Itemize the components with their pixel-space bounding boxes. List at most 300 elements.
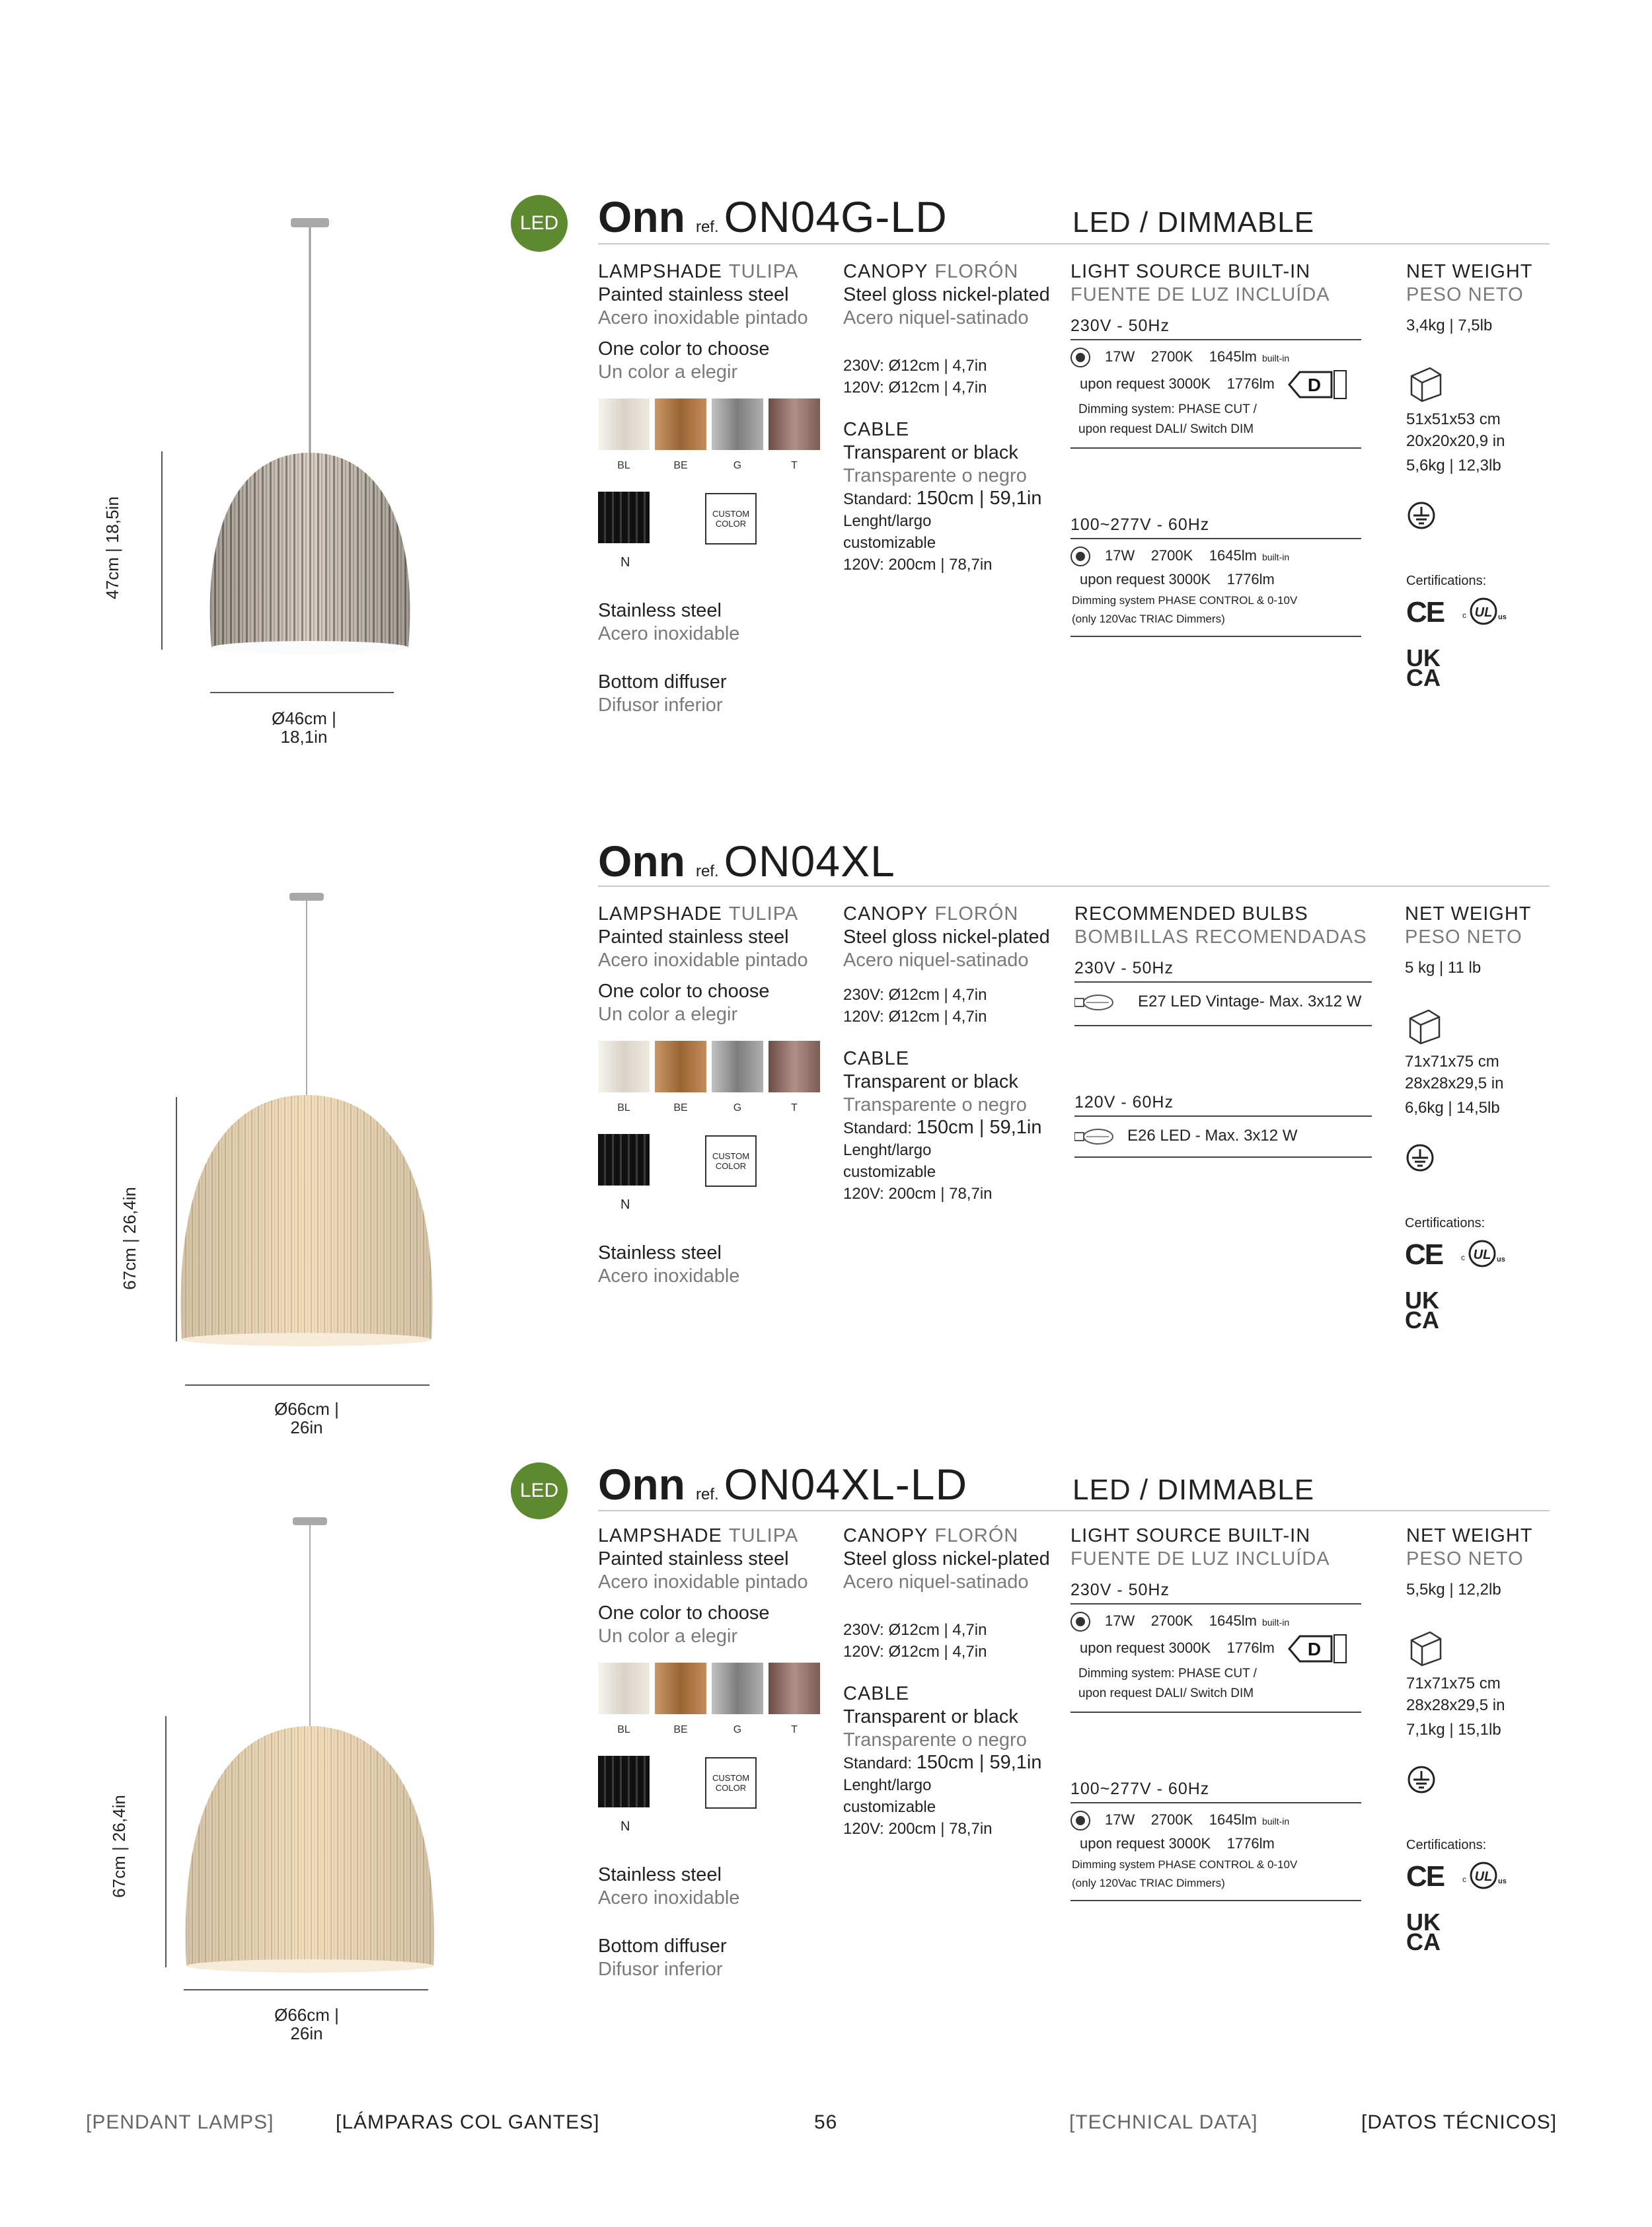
light-source-label: LIGHT SOURCE BUILT-IN bbox=[1070, 261, 1311, 282]
diameter-line bbox=[210, 692, 394, 693]
bulb-230-line bbox=[1074, 991, 1372, 1013]
light-source-column bbox=[1070, 260, 1381, 637]
net-weight-value: 3,4kg | 7,5lb bbox=[1406, 317, 1493, 334]
bulb-icon bbox=[1074, 993, 1114, 1012]
canopy-label bbox=[843, 903, 1061, 926]
cable-standard bbox=[843, 488, 1061, 510]
cable-label: CABLE bbox=[843, 419, 910, 440]
bulbs-label: RECOMMENDED BULBS bbox=[1074, 903, 1308, 925]
voltage-120-header: 100~277V - 60Hz bbox=[1070, 1778, 1361, 1803]
swatch-g[interactable] bbox=[712, 398, 763, 450]
ukca-mark-icon bbox=[1405, 1287, 1557, 1334]
ref-label: ref. bbox=[695, 862, 719, 880]
box-weight: 5,6kg | 12,3lb bbox=[1406, 457, 1501, 474]
dimming-230-1: Dimming system: PHASE CUT / bbox=[1078, 1667, 1257, 1680]
spec-230-request bbox=[1070, 369, 1361, 400]
led-dimmable-label: LED / DIMMABLE bbox=[1072, 1474, 1315, 1506]
dimming-120-1: Dimming system PHASE CONTROL & 0-10V bbox=[1072, 594, 1298, 607]
light-source-column bbox=[1070, 1525, 1381, 1901]
certifications-label: Certifications: bbox=[1406, 1838, 1487, 1852]
ce-mark-icon: CE bbox=[1405, 1238, 1443, 1271]
bottom-diffuser: Bottom diffuser bbox=[598, 1936, 727, 1957]
lampshade-material-es: Acero inoxidable pintado bbox=[598, 307, 808, 328]
cable-material-es: Transparente o negro bbox=[843, 465, 1027, 486]
black-custom-row bbox=[598, 1134, 836, 1187]
lampshade-es: TULIPA bbox=[728, 261, 799, 282]
cul-us-icon bbox=[1460, 1239, 1509, 1269]
lampshade-material-es: Acero inoxidable pintado bbox=[598, 950, 808, 971]
energy-label-icon bbox=[1288, 1634, 1349, 1664]
light-source-label-es: FUENTE DE LUZ INCLUÍDA bbox=[1070, 284, 1330, 305]
standard-value: 150cm | 59,1in bbox=[916, 1752, 1042, 1773]
box-size-cm: 71x71x75 cm bbox=[1405, 1053, 1499, 1071]
ukca-mark-icon bbox=[1406, 644, 1558, 691]
product-name: Onn bbox=[598, 1460, 685, 1509]
standard-label: Standard: bbox=[843, 1755, 913, 1772]
ground-symbol-icon bbox=[1406, 500, 1437, 531]
request-lumens: 1776lm bbox=[1226, 375, 1275, 392]
led-source-icon bbox=[1070, 1612, 1090, 1632]
net-weight-value: 5,5kg | 12,2lb bbox=[1406, 1581, 1501, 1599]
lumens: 1645lm bbox=[1209, 547, 1257, 564]
lampshade-material: Painted stainless steel bbox=[598, 284, 789, 305]
svg-text:c: c bbox=[1462, 611, 1467, 620]
spec-120-main bbox=[1070, 1809, 1361, 1832]
lampshade-material-es: Acero inoxidable pintado bbox=[598, 1571, 808, 1593]
swatch-be[interactable] bbox=[655, 1041, 706, 1092]
energy-class: D bbox=[1307, 375, 1322, 395]
diameter-in: 26in bbox=[290, 2023, 323, 2043]
canopy-dim-120: 120V: Ø12cm | 4,7in bbox=[843, 1643, 987, 1661]
custom-color-option[interactable]: CUSTOM COLOR bbox=[705, 493, 757, 545]
cert-row bbox=[1405, 1239, 1557, 1269]
color-swatches bbox=[598, 1663, 836, 1714]
net-weight-label: NET WEIGHT bbox=[1405, 903, 1532, 925]
swatch-n[interactable] bbox=[598, 1134, 650, 1186]
diameter-line bbox=[184, 1989, 428, 1990]
swatch-be[interactable] bbox=[655, 1663, 706, 1714]
lampshade-label bbox=[598, 1525, 836, 1548]
swatch-label-n: N bbox=[620, 1197, 630, 1212]
height-dimension: 67cm | 26,4in bbox=[109, 1795, 129, 1898]
customizable-label: customizable bbox=[843, 534, 936, 552]
voltage-230-header: 230V - 50Hz bbox=[1070, 315, 1361, 340]
product-name: Onn bbox=[598, 837, 685, 886]
diameter-line bbox=[185, 1384, 430, 1386]
request-lumens: 1776lm bbox=[1226, 1835, 1275, 1852]
black-custom-row bbox=[598, 1756, 836, 1809]
cable-label: CABLE bbox=[843, 1048, 910, 1069]
spec-230-request bbox=[1070, 1634, 1361, 1664]
built-in-note: built-in bbox=[1261, 552, 1290, 562]
request-3000k: upon request 3000K bbox=[1080, 571, 1211, 587]
led-source-icon bbox=[1070, 1811, 1090, 1831]
svg-text:c: c bbox=[1462, 1875, 1467, 1884]
net-weight-label-es: PESO NETO bbox=[1406, 284, 1524, 305]
length-label: Lenght/largo bbox=[843, 1141, 932, 1159]
canopy-es: FLORÓN bbox=[934, 1525, 1019, 1546]
ce-mark-icon: CE bbox=[1406, 595, 1445, 628]
swatch-label-be: BE bbox=[673, 1724, 688, 1735]
height-dimension: 67cm | 26,4in bbox=[120, 1187, 139, 1290]
energy-label-icon bbox=[1288, 369, 1349, 400]
package-box-icon bbox=[1406, 363, 1446, 402]
voltage-120-header: 120V - 60Hz bbox=[1074, 1091, 1372, 1117]
product-code: ON04XL bbox=[724, 837, 895, 886]
cert-row bbox=[1406, 597, 1558, 627]
canopy-dim-120: 120V: Ø12cm | 4,7in bbox=[843, 1008, 987, 1026]
light-source-label-es: FUENTE DE LUZ INCLUÍDA bbox=[1070, 1548, 1330, 1569]
box-size-in: 20x20x20,9 in bbox=[1406, 432, 1505, 450]
wattage: 17W bbox=[1105, 547, 1135, 564]
cul-us-icon bbox=[1461, 1861, 1510, 1891]
cable-standard bbox=[843, 1752, 1061, 1774]
color-choice: One color to choose bbox=[598, 338, 770, 359]
voltage-230-header: 230V - 50Hz bbox=[1074, 957, 1372, 983]
spec-120-main bbox=[1070, 545, 1361, 568]
swatch-label-g: G bbox=[733, 1724, 742, 1735]
lumens: 1645lm bbox=[1209, 348, 1257, 365]
color-choice: One color to choose bbox=[598, 1603, 770, 1624]
lampshade-label bbox=[598, 903, 836, 926]
swatch-bl[interactable] bbox=[598, 1041, 650, 1092]
height-line bbox=[161, 451, 163, 650]
frame-material-es: Acero inoxidable bbox=[598, 623, 740, 644]
lampshade-en: LAMPSHADE bbox=[598, 1525, 722, 1546]
request-lumens: 1776lm bbox=[1226, 1639, 1275, 1656]
request-lumens: 1776lm bbox=[1226, 571, 1275, 587]
length-label: Lenght/largo bbox=[843, 1776, 932, 1794]
frame-material: Stainless steel bbox=[598, 600, 722, 621]
bulb-230-box bbox=[1074, 983, 1372, 1026]
diameter-in: 18,1in bbox=[280, 727, 328, 747]
cable-material: Transparent or black bbox=[843, 442, 1018, 463]
svg-text:c: c bbox=[1461, 1253, 1466, 1262]
swatch-g[interactable] bbox=[712, 1041, 763, 1092]
color-temp: 2700K bbox=[1150, 1612, 1193, 1629]
diameter-cm: Ø66cm | bbox=[274, 2005, 339, 2025]
canopy-en: CANOPY bbox=[843, 1525, 928, 1546]
swatch-label-bl: BL bbox=[617, 460, 630, 471]
energy-class: D bbox=[1307, 1639, 1322, 1659]
diameter-dimension bbox=[254, 2006, 359, 2043]
diameter-cm: Ø66cm | bbox=[274, 1399, 339, 1419]
dimming-230-2: upon request DALI/ Switch DIM bbox=[1078, 1686, 1254, 1700]
led-badge: LED bbox=[511, 195, 568, 252]
box-size-cm: 71x71x75 cm bbox=[1406, 1675, 1501, 1692]
color-swatches bbox=[598, 398, 836, 450]
box-weight: 6,6kg | 14,5lb bbox=[1405, 1099, 1500, 1117]
diameter-cm: Ø46cm | bbox=[272, 708, 336, 728]
spec-120-box bbox=[1070, 1809, 1361, 1901]
standard-value: 150cm | 59,1in bbox=[916, 488, 1042, 509]
black-custom-row bbox=[598, 492, 836, 545]
spec-120-request bbox=[1070, 568, 1361, 591]
lampshade-material: Painted stainless steel bbox=[598, 926, 789, 948]
wattage: 17W bbox=[1105, 1811, 1135, 1828]
swatch-label-t: T bbox=[791, 1724, 798, 1735]
package-box-icon bbox=[1405, 1005, 1445, 1045]
product-title bbox=[598, 836, 895, 886]
swatch-label-t: T bbox=[791, 460, 798, 471]
dimming-120-2: (only 120Vac TRIAC Dimmers) bbox=[1072, 613, 1225, 625]
box-size-in: 28x28x29,5 in bbox=[1406, 1696, 1505, 1714]
swatch-labels bbox=[598, 454, 836, 477]
bulb-120-box bbox=[1074, 1117, 1372, 1158]
ref-label: ref. bbox=[695, 218, 719, 236]
swatch-label-g: G bbox=[733, 460, 742, 471]
spec-230-box bbox=[1070, 1610, 1361, 1713]
swatch-labels bbox=[598, 1718, 836, 1741]
canopy-material-es: Acero niquel-satinado bbox=[843, 950, 1029, 971]
spec-230-main bbox=[1070, 1610, 1361, 1634]
ukca-top: UK bbox=[1406, 1908, 1441, 1936]
lamp-image bbox=[198, 211, 416, 661]
ukca-bottom: CA bbox=[1406, 1928, 1441, 1955]
length-label: Lenght/largo bbox=[843, 512, 932, 530]
swatch-t[interactable] bbox=[769, 398, 820, 450]
canopy-es: FLORÓN bbox=[934, 261, 1019, 282]
net-weight-label: NET WEIGHT bbox=[1406, 1525, 1533, 1546]
ul-text: UL bbox=[1474, 605, 1493, 620]
color-temp: 2700K bbox=[1150, 1811, 1193, 1828]
canopy-column bbox=[843, 1525, 1061, 1840]
ukca-top: UK bbox=[1405, 1287, 1439, 1314]
title-rule bbox=[598, 1510, 1550, 1511]
lumens: 1645lm bbox=[1209, 1811, 1257, 1828]
standard-label: Standard: bbox=[843, 490, 913, 508]
swatch-bl[interactable] bbox=[598, 1663, 650, 1714]
cable-material: Transparent or black bbox=[843, 1706, 1018, 1727]
height-line bbox=[176, 1097, 177, 1341]
led-dimmable-label: LED / DIMMABLE bbox=[1072, 206, 1315, 239]
title-rule bbox=[598, 886, 1550, 887]
bottom-diffuser-es: Difusor inferior bbox=[598, 695, 723, 716]
swatch-label-n: N bbox=[620, 555, 630, 570]
frame-material-es: Acero inoxidable bbox=[598, 1887, 740, 1908]
cable-material-es: Transparente o negro bbox=[843, 1094, 1027, 1115]
product-title bbox=[598, 1459, 967, 1509]
cert-row bbox=[1406, 1861, 1558, 1891]
color-choice-es: Un color a elegir bbox=[598, 361, 738, 383]
certifications-label: Certifications: bbox=[1406, 574, 1487, 588]
box-size-in: 28x28x29,5 in bbox=[1405, 1075, 1504, 1092]
custom-color-option[interactable]: CUSTOM COLOR bbox=[705, 1135, 757, 1187]
canopy-dim-230: 230V: Ø12cm | 4,7in bbox=[843, 1621, 987, 1639]
canopy-material: Steel gloss nickel-plated bbox=[843, 1548, 1050, 1569]
canopy-dim-230: 230V: Ø12cm | 4,7in bbox=[843, 986, 987, 1004]
weight-column bbox=[1406, 260, 1558, 691]
dimming-120-2: (only 120Vac TRIAC Dimmers) bbox=[1072, 1877, 1225, 1889]
lampshade-label bbox=[598, 260, 836, 283]
diameter-in: 26in bbox=[290, 1417, 323, 1437]
footer-technical-es: [DATOS TÉCNICOS] bbox=[1361, 2111, 1558, 2133]
swatch-g[interactable] bbox=[712, 1663, 763, 1714]
bulb-icon bbox=[1074, 1127, 1114, 1146]
height-dimension: 47cm | 18,5in bbox=[102, 496, 122, 599]
built-in-note: built-in bbox=[1261, 1816, 1290, 1827]
bottom-diffuser: Bottom diffuser bbox=[598, 671, 727, 693]
product-code: ON04XL-LD bbox=[724, 1460, 968, 1509]
swatch-label-be: BE bbox=[673, 1102, 688, 1114]
swatch-label-bl: BL bbox=[617, 1724, 630, 1735]
canopy-dim-120: 120V: Ø12cm | 4,7in bbox=[843, 379, 987, 396]
spec-120-box bbox=[1070, 545, 1361, 637]
built-in-note: built-in bbox=[1261, 353, 1290, 363]
color-choice-es: Un color a elegir bbox=[598, 1626, 738, 1647]
ukca-top: UK bbox=[1406, 644, 1441, 671]
swatch-label-bl: BL bbox=[617, 1102, 630, 1114]
recommended-bulbs-column bbox=[1074, 903, 1385, 1158]
canopy-en: CANOPY bbox=[843, 261, 928, 282]
cable-standard bbox=[843, 1117, 1061, 1139]
height-line bbox=[165, 1716, 167, 1967]
wattage: 17W bbox=[1105, 1612, 1135, 1629]
customizable-label: customizable bbox=[843, 1798, 936, 1816]
cul-us-icon bbox=[1461, 597, 1510, 627]
net-weight-label-es: PESO NETO bbox=[1406, 1548, 1524, 1569]
product-code: ON04G-LD bbox=[724, 192, 948, 241]
lumens: 1645lm bbox=[1209, 1612, 1257, 1629]
color-temp: 2700K bbox=[1150, 348, 1193, 365]
request-3000k: upon request 3000K bbox=[1080, 1835, 1211, 1852]
dimming-120-1: Dimming system PHASE CONTROL & 0-10V bbox=[1072, 1858, 1298, 1871]
canopy-material: Steel gloss nickel-plated bbox=[843, 284, 1050, 305]
bulbs-label-es: BOMBILLAS RECOMENDADAS bbox=[1074, 926, 1367, 948]
canopy-column bbox=[843, 903, 1061, 1205]
diameter-dimension bbox=[254, 1400, 359, 1437]
net-weight-label: NET WEIGHT bbox=[1406, 261, 1533, 282]
cable-120v: 120V: 200cm | 78,7in bbox=[843, 1185, 993, 1203]
cable-120v: 120V: 200cm | 78,7in bbox=[843, 556, 993, 574]
box-weight: 7,1kg | 15,1lb bbox=[1406, 1721, 1501, 1739]
color-choice: One color to choose bbox=[598, 981, 770, 1002]
frame-material: Stainless steel bbox=[598, 1864, 722, 1885]
lampshade-column bbox=[598, 260, 836, 717]
canopy-material: Steel gloss nickel-plated bbox=[843, 926, 1050, 948]
swatch-t[interactable] bbox=[769, 1663, 820, 1714]
ref-label: ref. bbox=[695, 1486, 719, 1503]
customizable-label: customizable bbox=[843, 1163, 936, 1181]
lamp-image bbox=[178, 889, 436, 1351]
bottom-diffuser-es: Difusor inferior bbox=[598, 1959, 723, 1980]
led-source-icon bbox=[1070, 348, 1090, 367]
swatch-labels bbox=[598, 1096, 836, 1119]
led-source-icon bbox=[1070, 547, 1090, 566]
request-3000k: upon request 3000K bbox=[1080, 1639, 1211, 1656]
lampshade-es: TULIPA bbox=[728, 903, 799, 925]
canopy-material-es: Acero niquel-satinado bbox=[843, 307, 1029, 328]
swatch-n[interactable] bbox=[598, 492, 650, 543]
canopy-material-es: Acero niquel-satinado bbox=[843, 1571, 1029, 1593]
ukca-bottom: CA bbox=[1406, 664, 1441, 691]
standard-label: Standard: bbox=[843, 1119, 913, 1137]
ul-text: UL bbox=[1473, 1248, 1491, 1262]
lampshade-material: Painted stainless steel bbox=[598, 1548, 789, 1569]
swatch-label-n: N bbox=[620, 1819, 630, 1834]
frame-material-es: Acero inoxidable bbox=[598, 1265, 740, 1287]
bulb-230: E27 LED Vintage- Max. 3x12 W bbox=[1138, 993, 1362, 1010]
spec-230-main bbox=[1070, 346, 1361, 369]
lampshade-column bbox=[598, 903, 836, 1288]
svg-text:us: us bbox=[1498, 1877, 1507, 1885]
spec-120-request bbox=[1070, 1832, 1361, 1855]
lampshade-en: LAMPSHADE bbox=[598, 903, 722, 925]
built-in-note: built-in bbox=[1261, 1617, 1290, 1628]
box-size-cm: 51x51x53 cm bbox=[1406, 410, 1501, 428]
bulb-120: E26 LED - Max. 3x12 W bbox=[1127, 1127, 1298, 1145]
cable-material-es: Transparente o negro bbox=[843, 1729, 1027, 1751]
weight-column bbox=[1405, 903, 1557, 1334]
voltage-120-header: 100~277V - 60Hz bbox=[1070, 513, 1361, 539]
swatch-t[interactable] bbox=[769, 1041, 820, 1092]
ukca-bottom: CA bbox=[1405, 1306, 1439, 1334]
led-badge: LED bbox=[511, 1462, 568, 1519]
swatch-n[interactable] bbox=[598, 1756, 650, 1807]
swatch-label-t: T bbox=[791, 1102, 798, 1114]
canopy-dim-230: 230V: Ø12cm | 4,7in bbox=[843, 357, 987, 375]
product-title bbox=[598, 192, 948, 242]
diameter-dimension bbox=[251, 709, 357, 746]
package-box-icon bbox=[1406, 1627, 1446, 1667]
footer-section-en: [PENDANT LAMPS] bbox=[86, 2111, 274, 2133]
dimming-230-1: Dimming system: PHASE CUT / bbox=[1078, 402, 1257, 416]
product-name: Onn bbox=[598, 192, 685, 241]
footer-section-es: [LÁMPARAS COL GANTES] bbox=[336, 2111, 600, 2133]
certifications-label: Certifications: bbox=[1405, 1216, 1485, 1230]
wattage: 17W bbox=[1105, 348, 1135, 365]
page-number: 56 bbox=[814, 2111, 838, 2133]
canopy-es: FLORÓN bbox=[934, 903, 1019, 925]
bulb-120-line bbox=[1074, 1125, 1372, 1147]
dimming-230-2: upon request DALI/ Switch DIM bbox=[1078, 422, 1254, 436]
standard-value: 150cm | 59,1in bbox=[916, 1117, 1042, 1138]
canopy-en: CANOPY bbox=[843, 903, 928, 925]
footer-technical-en: [TECHNICAL DATA] bbox=[1069, 2111, 1258, 2133]
swatch-label-be: BE bbox=[673, 460, 688, 471]
lampshade-column bbox=[598, 1525, 836, 1981]
net-weight-label-es: PESO NETO bbox=[1405, 926, 1522, 948]
color-temp: 2700K bbox=[1150, 547, 1193, 564]
title-rule bbox=[598, 243, 1550, 245]
ul-text: UL bbox=[1474, 1869, 1493, 1884]
custom-color-option[interactable]: CUSTOM COLOR bbox=[705, 1757, 757, 1809]
swatch-be[interactable] bbox=[655, 398, 706, 450]
net-weight-value: 5 kg | 11 lb bbox=[1405, 959, 1482, 977]
voltage-230-header: 230V - 50Hz bbox=[1070, 1579, 1361, 1604]
canopy-column bbox=[843, 260, 1061, 576]
lamp-image bbox=[178, 1513, 436, 1976]
canopy-label bbox=[843, 260, 1061, 283]
swatch-bl[interactable] bbox=[598, 398, 650, 450]
swatch-label-g: G bbox=[733, 1102, 742, 1114]
ce-mark-icon: CE bbox=[1406, 1860, 1445, 1893]
cable-material: Transparent or black bbox=[843, 1071, 1018, 1092]
svg-text:us: us bbox=[1497, 1256, 1505, 1264]
cable-label: CABLE bbox=[843, 1683, 910, 1704]
lampshade-es: TULIPA bbox=[728, 1525, 799, 1546]
light-source-label: LIGHT SOURCE BUILT-IN bbox=[1070, 1525, 1311, 1546]
ground-symbol-icon bbox=[1406, 1764, 1437, 1795]
ukca-mark-icon bbox=[1406, 1908, 1558, 1955]
cable-120v: 120V: 200cm | 78,7in bbox=[843, 1820, 993, 1838]
spec-230-box bbox=[1070, 346, 1361, 449]
color-swatches bbox=[598, 1041, 836, 1092]
svg-text:us: us bbox=[1498, 613, 1507, 621]
canopy-label bbox=[843, 1525, 1061, 1548]
color-choice-es: Un color a elegir bbox=[598, 1004, 738, 1025]
ground-symbol-icon bbox=[1405, 1143, 1435, 1173]
